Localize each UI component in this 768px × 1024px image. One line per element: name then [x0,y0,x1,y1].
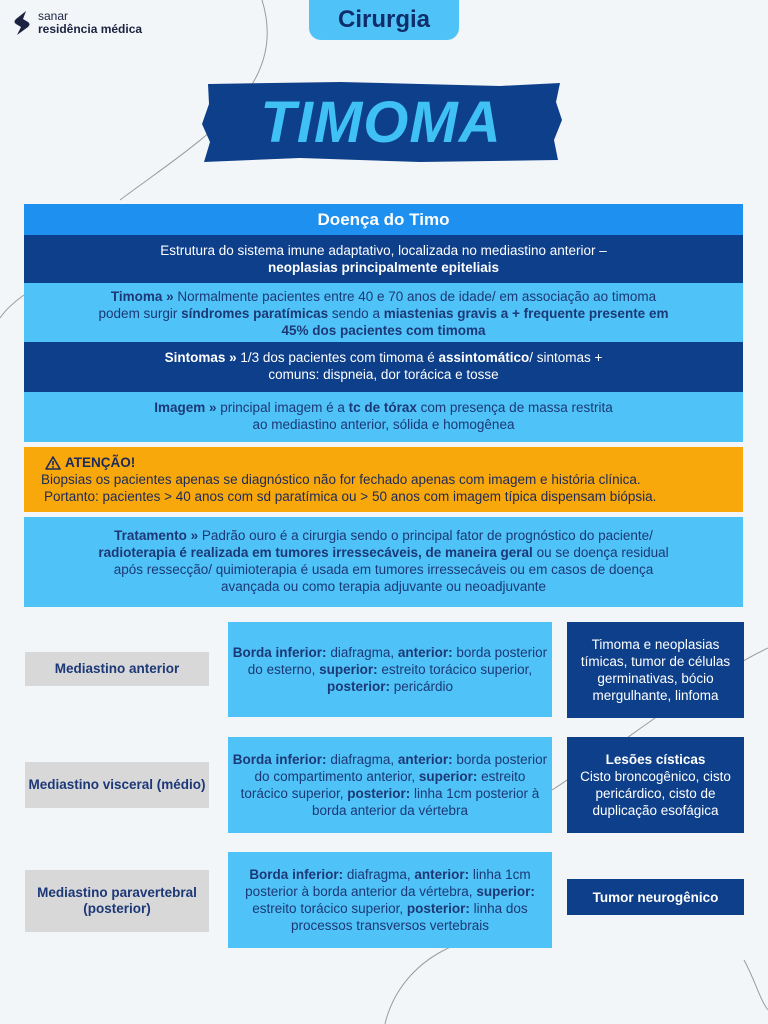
limit-label: superior: [418,769,478,784]
treatment-text-3: após ressecção/ quimioterapia é usada em tumores irressecáveis ou em casos de doença [113,562,654,577]
limit-text: diafragma, [343,867,415,882]
limit-label: Borda inferior: [249,867,344,882]
limit-label: posterior: [406,901,470,916]
limit-label: Borda inferior: [232,645,327,660]
treatment-text-4: avançada ou como terapia adjuvante ou neoadjuvante [221,579,546,594]
content-visceral-title: Lesões císticas [605,752,706,767]
content-anterior [567,622,744,718]
timoma-bold-3: 45% dos pacientes com timoma [281,323,486,338]
limit-text: estreito torácico superior, [240,769,526,801]
limit-text: estreito torácico superior, [377,662,533,677]
imaging-block [24,392,743,442]
brand-line2: residência médica [38,22,143,36]
treatment-block [24,517,743,607]
symptoms-block [24,342,743,392]
limit-text: estreito torácico superior, [252,901,407,916]
symptoms-text-2: / sintomas + [529,350,603,365]
content-visceral-text: Cisto broncogênico, cisto pericárdico, cisto de duplicação esofágica [580,769,731,818]
limit-label: Borda inferior: [232,752,327,767]
treatment-bold: radioterapia é realizada em tumores irressecáveis, de maneira geral [98,545,533,560]
timoma-text-3: sendo a [328,306,384,321]
attention-title-text: ATENÇÃO! [65,455,136,470]
timoma-bold-2: miastenias gravis a + frequente presente em [383,306,669,321]
compartment-anterior: Mediastino anterior [25,652,209,686]
timoma-text-1: Normalmente pacientes entre 40 e 70 anos de idade/ em associação ao timoma [173,289,657,304]
limit-text: linha 1cm posterior à borda anterior da vértebra, [245,867,531,899]
compartment-visceral: Mediastino visceral (médio) [25,762,209,808]
definition-text: Estrutura do sistema imune adaptativo, localizada no mediastino anterior – [160,243,607,258]
timoma-label: Timoma » [110,289,174,304]
limit-label: anterior: [397,645,453,660]
imaging-bold: tc de tórax [348,400,417,415]
limit-label: posterior: [347,786,411,801]
timoma-text-2: podem surgir [98,306,182,321]
attention-title [45,454,743,471]
page-title: TIMOMA [260,89,502,155]
compartment-paravertebral: Mediastino paravertebral (posterior) [25,870,209,932]
treatment-text-2: ou se doença residual [532,545,669,560]
limit-label: anterior: [414,867,470,882]
content-anterior-text: Timoma e neoplasias tímicas, tumor de células germinativas, bócio mergulhante, linfoma [580,637,731,703]
content-paravertebral: Tumor neurogênico [567,879,744,915]
imaging-text-1: principal imagem é a [216,400,349,415]
timoma-bold-1: síndromes paratímicas [181,306,329,321]
limit-text: borda posterior do esterno, [247,645,548,677]
imaging-text-2: com presença de massa restrita [416,400,613,415]
limits-anterior [228,622,552,717]
limit-label: superior: [476,884,535,899]
sanar-s-logo-icon [12,10,32,36]
brand-line1: sanar [38,9,69,23]
treatment-text-1: Padrão ouro é a cirurgia sendo o principal fator de prognóstico do paciente/ [198,528,653,543]
limit-text: diafragma, [326,645,398,660]
limit-label: superior: [319,662,378,677]
limit-label: posterior: [326,679,390,694]
symptoms-bold: assintomático [438,350,530,365]
imaging-text-3: ao mediastino anterior, sólida e homogênea [252,417,515,432]
limit-text: linha 1cm posterior à borda anterior da vértebra [311,786,540,818]
symptoms-label: Sintomas » [164,350,237,365]
treatment-label: Tratamento » [114,528,199,543]
limit-text: borda posterior do compartimento anterior, [254,752,548,784]
limits-paravertebral [228,852,552,948]
brand-logo [12,10,142,36]
limit-text: pericárdio [389,679,454,694]
imaging-label: Imagem » [154,400,217,415]
warning-triangle-icon [45,456,61,470]
limits-visceral [228,737,552,833]
definition-bold: neoplasias principalmente epiteliais [267,260,500,275]
timoma-block [24,283,743,342]
content-visceral [567,737,744,833]
attention-box [24,447,743,512]
limit-text: linha dos processos transversos vertebrais [290,901,528,933]
attention-line-2: Portanto: pacientes > 40 anos com sd paratímica ou > 50 anos com imagem típica dispensam biópsia. [44,489,657,504]
definition-block [24,235,743,283]
category-tag: Cirurgia [309,0,459,40]
symptoms-text-3: comuns: dispneia, dor torácica e tosse [268,367,499,382]
limit-label: anterior: [397,752,453,767]
title-banner [200,80,562,164]
symptoms-text-1: 1/3 dos pacientes com timoma é [236,350,439,365]
attention-line-1: Biopsias os pacientes apenas se diagnóstico não for fechado apenas com imagem e história clínica. [41,472,641,487]
section-header: Doença do Timo [24,204,743,235]
limit-text: diafragma, [326,752,398,767]
brand-name [38,10,142,36]
